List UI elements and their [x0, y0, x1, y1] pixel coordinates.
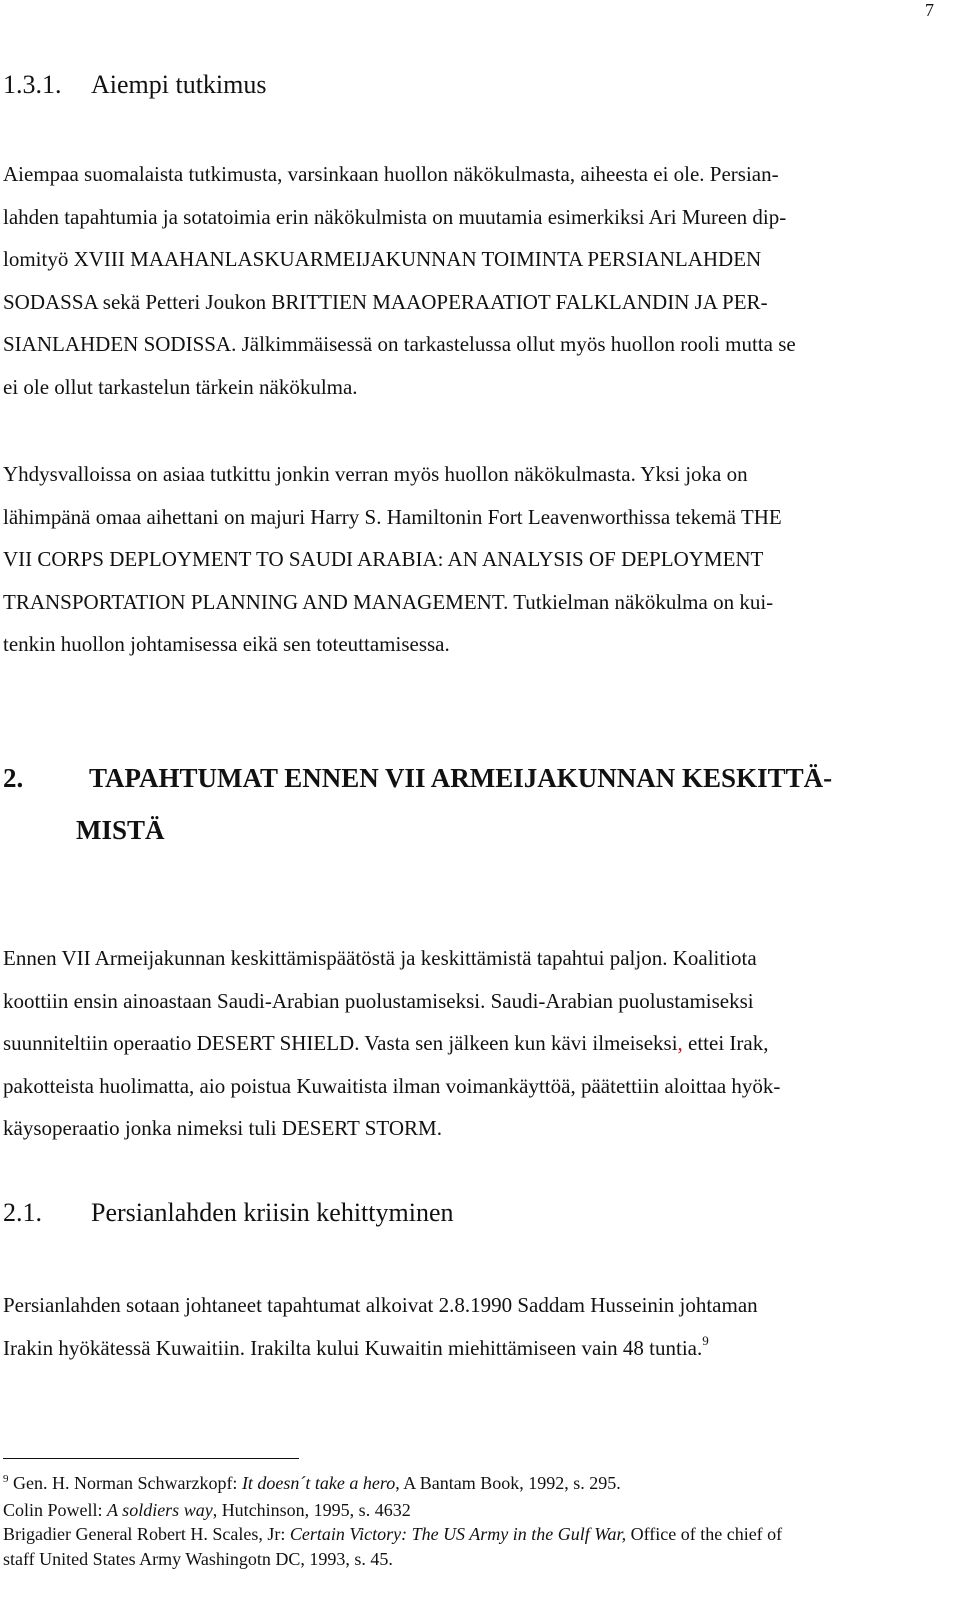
text-line: käysoperaatio jonka nimeksi tuli DESERT STORM.	[3, 1116, 442, 1141]
footnote-reference: 9	[702, 1332, 709, 1348]
text-line: lomityö XVIII MAAHANLASKUARMEIJAKUNNAN TOIMINTA PERSIANLAHDEN	[3, 247, 762, 272]
text-line	[3, 1022, 938, 1065]
section-number: 2.1.	[3, 1198, 42, 1227]
text-line: tenkin huollon johtamisessa eikä sen toteuttamisessa.	[3, 632, 450, 657]
section-heading-1-3-1	[3, 70, 267, 100]
paragraph-us-research	[3, 453, 938, 666]
text-line: pakotteista huolimatta, aio poistua Kuwaitista ilman voimankäyttöä, päätettiin aloittaa hyök-	[3, 1073, 781, 1098]
footnote-separator	[3, 1458, 299, 1459]
footnote-title: It doesn´t take a hero	[241, 1473, 396, 1493]
chapter-title-line1: TAPAHTUMAT ENNEN VII ARMEIJAKUNNAN KESKITTÄ-	[89, 763, 833, 793]
section-number: 1.3.1.	[3, 70, 62, 99]
text-line	[3, 1327, 938, 1373]
section-heading-2-1	[3, 1198, 454, 1228]
text-run: suunniteltiin operaatio DESERT SHIELD. Vasta sen jälkeen kun kävi ilmeiseksi	[3, 1031, 678, 1056]
paragraph-previous-research	[3, 153, 938, 409]
footnote-line: staff United States Army Washingotn DC, 1993, s. 45.	[3, 1548, 393, 1569]
text-line: TRANSPORTATION PLANNING AND MANAGEMENT. Tutkielman näkökulma on kui-	[3, 589, 774, 614]
footnote-marker: 9	[3, 1473, 9, 1485]
footnote-text: Gen. H. Norman Schwarzkopf:	[8, 1473, 242, 1493]
chapter-heading-2	[3, 752, 832, 856]
text-line: Aiempaa suomalaista tutkimusta, varsinkaan huollon näkökulmasta, aiheesta ei ole. Persian-	[3, 162, 779, 186]
footnotes	[3, 1471, 938, 1571]
text-line: Yhdysvalloissa on asiaa tutkittu jonkin verran myös huollon näkökulmasta. Yksi joka on	[3, 462, 748, 486]
text-line: Ennen VII Armeijakunnan keskittämispäätöstä ja keskittämistä tapahtui paljon. Koalitiota	[3, 946, 757, 970]
page-number: 7	[925, 0, 934, 20]
chapter-number: 2.	[3, 763, 24, 793]
footnote-line	[3, 1522, 938, 1546]
text-line: VII CORPS DEPLOYMENT TO SAUDI ARABIA: AN ANALYSIS OF DEPLOYMENT	[3, 547, 764, 572]
footnote-text: Office of the chief of	[626, 1524, 783, 1545]
footnote-line	[3, 1498, 938, 1522]
footnote-text: Colin Powell:	[3, 1500, 108, 1521]
paragraph-events-before	[3, 937, 938, 1150]
text-line: Persianlahden sotaan johtaneet tapahtumat alkoivat 2.8.1990 Saddam Husseinin johtaman	[3, 1293, 758, 1317]
text-line: SODASSA sekä Petteri Joukon BRITTIEN MAAOPERAATIOT FALKLANDIN JA PER-	[3, 289, 768, 314]
text-line: lahden tapahtumia ja sotatoimia erin näkökulmista on muutamia esimerkiksi Ari Mureen dip-	[3, 204, 787, 229]
chapter-title-line2: MISTÄ	[76, 815, 165, 845]
text-run: ettei Irak,	[682, 1031, 769, 1056]
text-line: SIANLAHDEN SODISSA. Jälkimmäisessä on tarkastelussa ollut myös huollon rooli mutta se	[3, 332, 796, 357]
highlighted-comma: ,	[677, 1031, 683, 1056]
section-title: Persianlahden kriisin kehittyminen	[91, 1198, 454, 1227]
text-line: koottiin ensin ainoastaan Saudi-Arabian puolustamiseksi. Saudi-Arabian puolustamiseksi	[3, 988, 754, 1013]
text-run: Irakin hyökätessä Kuwaitiin. Irakilta kului Kuwaitin miehittämiseen vain 48 tuntia.	[3, 1335, 703, 1360]
text-line: lähimpänä omaa aihettani on majuri Harry S. Hamiltonin Fort Leavenworthissa tekemä THE	[3, 504, 782, 529]
footnote-title: Certain Victory: The US Army in the Gulf War,	[289, 1524, 627, 1545]
footnote-text: Brigadier General Robert H. Scales, Jr:	[3, 1524, 290, 1545]
text-line: ei ole ollut tarkastelun tärkein näkökulma.	[3, 374, 358, 399]
footnote-title: A soldiers way	[107, 1500, 213, 1521]
section-title: Aiempi tutkimus	[91, 70, 267, 99]
footnote-line	[3, 1471, 938, 1498]
paragraph-crisis	[3, 1284, 938, 1372]
footnote-text: , Hutchinson, 1995, s. 4632	[212, 1500, 411, 1521]
footnote-text: , A Bantam Book, 1992, s. 295.	[395, 1473, 621, 1493]
